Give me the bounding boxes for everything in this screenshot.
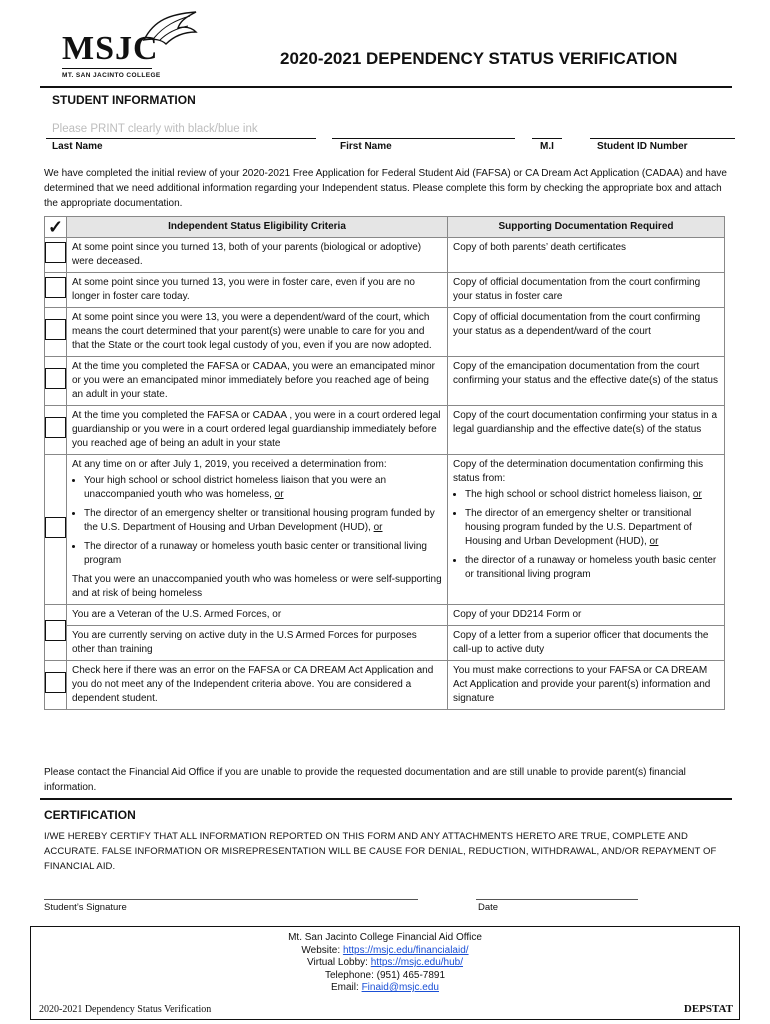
table-row <box>45 406 725 455</box>
docs-column-header: Supporting Documentation Required <box>448 217 725 238</box>
docs-cell: Copy of official documentation from the court confirming your status as a dependent/ward of the court <box>448 308 725 357</box>
first-name-field[interactable] <box>332 138 515 139</box>
page-title: 2020-2021 DEPENDENCY STATUS VERIFICATION <box>280 49 678 68</box>
homeless-intro: At any time on or after July 1, 2019, you received a determination from: <box>72 459 387 470</box>
docs-cell: Copy of your DD214 Form or <box>448 605 725 626</box>
table-row <box>45 357 725 406</box>
or-text: or <box>373 522 383 533</box>
docs-cell: Copy of the emancipation documentation from the court confirming your status and the effective date(s) of the status <box>448 357 725 406</box>
certification-divider <box>40 798 732 800</box>
date-label: Date <box>478 902 499 913</box>
date-field[interactable] <box>476 899 638 900</box>
checkbox-legal-guardianship[interactable] <box>45 417 66 438</box>
last-name-field[interactable] <box>46 138 316 139</box>
criteria-cell: Check here if there was an error on the FAFSA or CA DREAM Act Application and you do not meet any of the Independent criteria above. You are considered a dependent student. <box>67 661 448 710</box>
checkbox-ward-of-court[interactable] <box>45 319 66 340</box>
student-info-heading: STUDENT INFORMATION <box>52 93 196 107</box>
print-instructions: Please PRINT clearly with black/blue ink <box>52 123 258 135</box>
email-label: Email: <box>331 982 359 993</box>
homeless-bullet-2: The director of an emergency shelter or transitional housing program funded by the U.S. Department of Housing and Urban Development (HUD), <box>84 508 435 533</box>
docs-cell: You must make corrections to your FAFSA or CA DREAM Act Application and provide your parent(s) information and signature <box>448 661 725 710</box>
logo-rule <box>62 68 152 69</box>
mi-field[interactable] <box>532 138 562 139</box>
or-text: or <box>692 489 702 500</box>
certification-text: I/WE HEREBY CERTIFY THAT ALL INFORMATION REPORTED ON THIS FORM AND ANY ATTACHMENTS HERETO ARE TRUE, COMPLETE AND ACCURATE. FALSE INFORMATION OR MISREPRESENTATION WILL BE CAUSE FOR DENIAL, REDUCTION, WITHDRAWAL, AND/OR REPAYMENT OF FINANCIAL AID. <box>44 831 717 872</box>
homeless-bullet-1: Your high school or school district homeless liaison that you were an unaccompanied youth who was homeless, <box>84 475 387 500</box>
student-id-field[interactable] <box>590 138 735 139</box>
logo-subtext: MT. SAN JACINTO COLLEGE <box>62 72 161 79</box>
criteria-cell: You are currently serving on active duty in the U.S Armed Forces for purposes other than training <box>67 626 448 661</box>
table-row <box>45 238 725 273</box>
homeless-docs-intro: Copy of the determination documentation confirming this status from: <box>453 459 704 484</box>
table-row <box>45 308 725 357</box>
or-text: or <box>274 489 284 500</box>
criteria-table <box>44 216 725 710</box>
docs-cell <box>448 455 725 605</box>
contact-note: Please contact the Financial Aid Office if you are unable to provide the requested documentation and are still unable to provide parent(s) financial information. <box>44 767 686 793</box>
criteria-cell: You are a Veteran of the U.S. Armed Forces, or <box>67 605 448 626</box>
homeless-doc-2: The director of an emergency shelter or transitional housing program funded by the U.S. Department of Housing and Urban Development (HUD), <box>465 508 692 547</box>
or-text: or <box>649 536 659 547</box>
certification-heading: CERTIFICATION <box>44 808 136 822</box>
student-id-label: Student ID Number <box>597 141 688 152</box>
form-code: DEPSTAT <box>683 1003 733 1015</box>
lobby-link[interactable]: https://msjc.edu/hub/ <box>370 957 464 968</box>
criteria-cell: At the time you completed the FAFSA or CADAA , you were in a court ordered legal guardianship or you were in a court ordered legal guardianship immediately before you reached age of being an adult in your state <box>67 406 448 455</box>
checkbox-emancipated-minor[interactable] <box>45 368 66 389</box>
checkbox-military[interactable] <box>45 620 66 641</box>
table-row <box>45 661 725 710</box>
criteria-column-header: Independent Status Eligibility Criteria <box>67 217 448 238</box>
homeless-outro: That you were an unaccompanied youth who was homeless or were self-supporting and at risk of being homeless <box>72 574 442 599</box>
criteria-cell: At some point since you turned 13, you were in foster care, even if you are no longer in foster care today. <box>67 273 448 308</box>
intro-paragraph: We have completed the initial review of your 2020-2021 Free Application for Federal Student Aid (FAFSA) or CA Dream Act Application (CADAA) and have determined that we need additional information regarding your Independent status. Please complete this form by checking the appropriate box and attach the appropriate documentation. <box>44 168 727 209</box>
lobby-label: Virtual Lobby: <box>306 957 368 968</box>
table-row <box>45 455 725 605</box>
email-link[interactable]: Finaid@msjc.edu <box>361 982 439 993</box>
docs-cell: Copy of both parents’ death certificates <box>448 238 725 273</box>
check-header-icon: ✓ <box>45 217 67 238</box>
checkbox-homeless-youth[interactable] <box>45 517 66 538</box>
docs-cell: Copy of the court documentation confirming your status in a legal guardianship and the effective date(s) of the status <box>448 406 725 455</box>
docs-cell: Copy of official documentation from the court confirming your status in foster care <box>448 273 725 308</box>
criteria-cell <box>67 455 448 605</box>
signature-label: Student’s Signature <box>44 902 127 913</box>
form-name: 2020-2021 Dependency Status Verification <box>39 1004 212 1015</box>
checkbox-parents-deceased[interactable] <box>45 242 66 263</box>
last-name-label: Last Name <box>52 141 103 152</box>
mi-label: M.I <box>540 141 554 152</box>
footer-box <box>30 926 740 1020</box>
table-row <box>45 605 725 626</box>
checkbox-foster-care[interactable] <box>45 277 66 298</box>
criteria-cell: At some point since you turned 13, both of your parents (biological or adoptive) were deceased. <box>67 238 448 273</box>
table-row <box>45 273 725 308</box>
criteria-cell: At the time you completed the FAFSA or CADAA, you were an emancipated minor or you were an emancipated minor immediately before you reached age of being an adult in your state. <box>67 357 448 406</box>
signature-field[interactable] <box>44 899 418 900</box>
logo-text: MSJC <box>62 30 159 67</box>
phone-number: Telephone: (951) 465-7891 <box>324 969 446 981</box>
first-name-label: First Name <box>340 141 392 152</box>
header-divider <box>40 86 732 88</box>
homeless-doc-1: The high school or school district homeless liaison, <box>465 489 691 500</box>
website-link[interactable]: https://msjc.edu/financialaid/ <box>342 944 469 956</box>
table-row <box>45 626 725 661</box>
criteria-cell: At some point since you were 13, you were a dependent/ward of the court, which means the court determined that your parent(s) were unable to care for you and that the State or the court took legal custody of you, even if you are now adopted. <box>67 308 448 357</box>
office-name: Mt. San Jacinto College Financial Aid Office <box>288 932 482 943</box>
homeless-doc-3: the director of a runaway or homeless youth basic center or transitional living program <box>465 555 717 580</box>
homeless-bullet-3: The director of a runaway or homeless youth basic center or transitional living program <box>84 541 427 566</box>
checkbox-fafsa-error[interactable] <box>45 672 66 693</box>
docs-cell: Copy of a letter from a superior officer that documents the call-up to active duty <box>448 626 725 661</box>
website-label: Website: <box>301 944 341 956</box>
